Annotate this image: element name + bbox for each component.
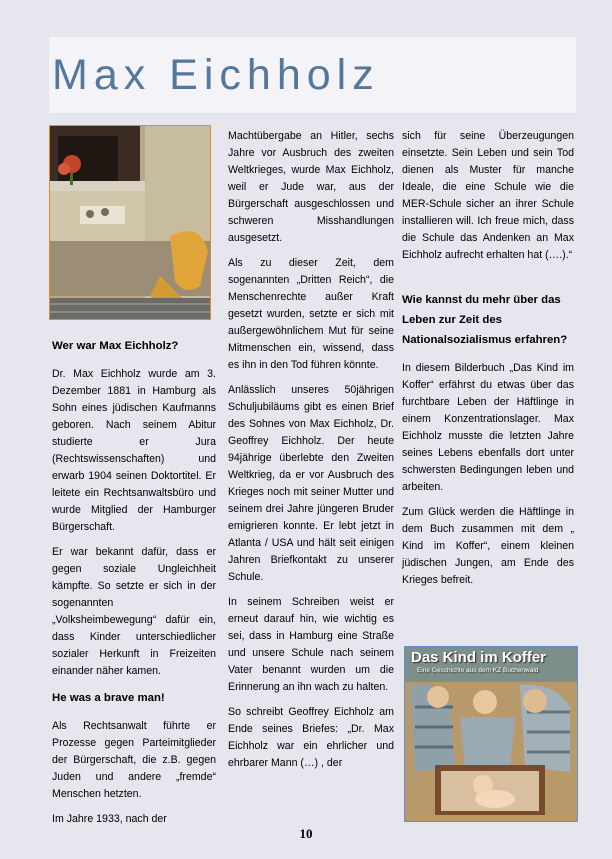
page-number: 10 <box>299 826 313 841</box>
book-cover-image <box>404 646 578 822</box>
page-title: Max Eichholz <box>52 51 380 99</box>
paragraph: Zum Glück werden die Häftlinge in dem Buch zusammen mit dem „ Kind im Koffer“, einem kleinen jüdischen Jungen, am Ende des Krieges befreit. <box>402 506 574 586</box>
paragraph: Machtübergabe an Hitler, sechs Jahre vor Ausbruch des zweiten Weltkrieges, wurde Max Eichholz, weil er Jude war, aus der Bürgerschaft ausgeschlossen und schweren Misshandlungen ausgesetzt. <box>228 130 394 244</box>
column-3 <box>402 128 574 597</box>
book-title: Das Kind im Koffer <box>411 649 547 666</box>
paragraph: Im Jahre 1933, nach der <box>52 813 167 825</box>
paragraph: In seinem Schreiben weist er erneut darauf hin, wie wichtig es sei, dass in Hamburg eine Straße und unsere Schule nach seinem Vater benannt wurden um die Erinnerung an ihn wach zu halten. <box>228 596 394 693</box>
window-illustration <box>50 126 210 319</box>
heading-who-was: Wer war Max Eichholz? <box>52 340 179 352</box>
paragraph: sich für seine Überzeugungen einsetzte. Sein Leben und sein Tod dienen als Muster für manche Ideale, die eine Schule wie die MER-Schule sicher an ihrer Schule installieren will. Ich freue mich, dass die Schule das Andenken an Max Eichholz aufrecht erhalten hat (….).“ <box>402 130 574 261</box>
paragraph: Als Rechtsanwalt führte er Prozesse gegen Parteimitglieder der Bürgerschaft, die z.B. gegen Juden und andere „fremde“ Menschen hetzten. <box>52 720 216 800</box>
paragraph: In diesem Bilderbuch „Das Kind im Koffer“ erfährst du etwas über das furchtbare Leben der Häftlinge in einem Konzentrationslager. Max Eichholz musste die letzten Jahre seines Lebens ebenfalls dort unter schwersten Bedingungen leben und arbeiten. <box>402 362 574 493</box>
paragraph: Dr. Max Eichholz wurde am 3. Dezember 1881 in Hamburg als Sohn eines jüdischen Kaufmanns geboren. Nach seinem Abitur studierte er Jura (Rechtswissenschaften) und erwarb 1904 seinen Doktortitel. Er leitete ein Rechtsanwaltsbüro und wurde Mitglied der Hamburger Bürgerschaft. <box>52 368 216 533</box>
title-banner <box>49 37 576 113</box>
heading-learn-more: Wie kannst du mehr über das Leben zur Zeit des Nationalsozialismus erfahren? <box>402 294 568 346</box>
column-1 <box>52 336 216 836</box>
book-subtitle: Eine Geschichte aus dem KZ Buchenwald <box>417 667 539 674</box>
paragraph: So schreibt Geoffrey Eichholz am Ende seines Briefes: „Dr. Max Eichholz war ein ehrlicher und ehrbarer Mann (…) , der <box>228 706 394 769</box>
paragraph: Als zu dieser Zeit, dem sogenannten „Dritten Reich“, die Menschenrechte außer Kraft gesetzt wurden, setzte er sich mit außergewöhnlichem Mut für seine Mitmenschen ein, wissend, dass es ihn in den Tod führen könnte. <box>228 257 394 371</box>
column-2 <box>228 128 394 780</box>
paragraph: Anlässlich unseres 50jährigen Schuljubiläums gibt es einen Brief des Sohnes von Max Eichholz, Dr. Geoffrey Eichholz. Der heute 94jährige überlebte den Zweiten Weltkrieg, da er vor Ausbruch des Krieges noch mit seiner Mutter und seinem drei Jahre jüngeren Bruder emigrieren konnte. Er lebt jetzt in Atlanta / USA und hält seit einigen Jahren Briefkontakt zu unserer Schule. <box>228 384 394 583</box>
paragraph: Er war bekannt dafür, dass er gegen soziale Ungleichheit kämpfte. So setzte er sich in der sogenannten „Volksheimbewegung“ dafür ein, dass Kinder unterschiedlicher sozialer Herkunft in Freizeiten einander näher kamen. <box>52 546 216 677</box>
illustration-window <box>49 125 211 320</box>
heading-brave-man: He was a brave man! <box>52 692 165 704</box>
